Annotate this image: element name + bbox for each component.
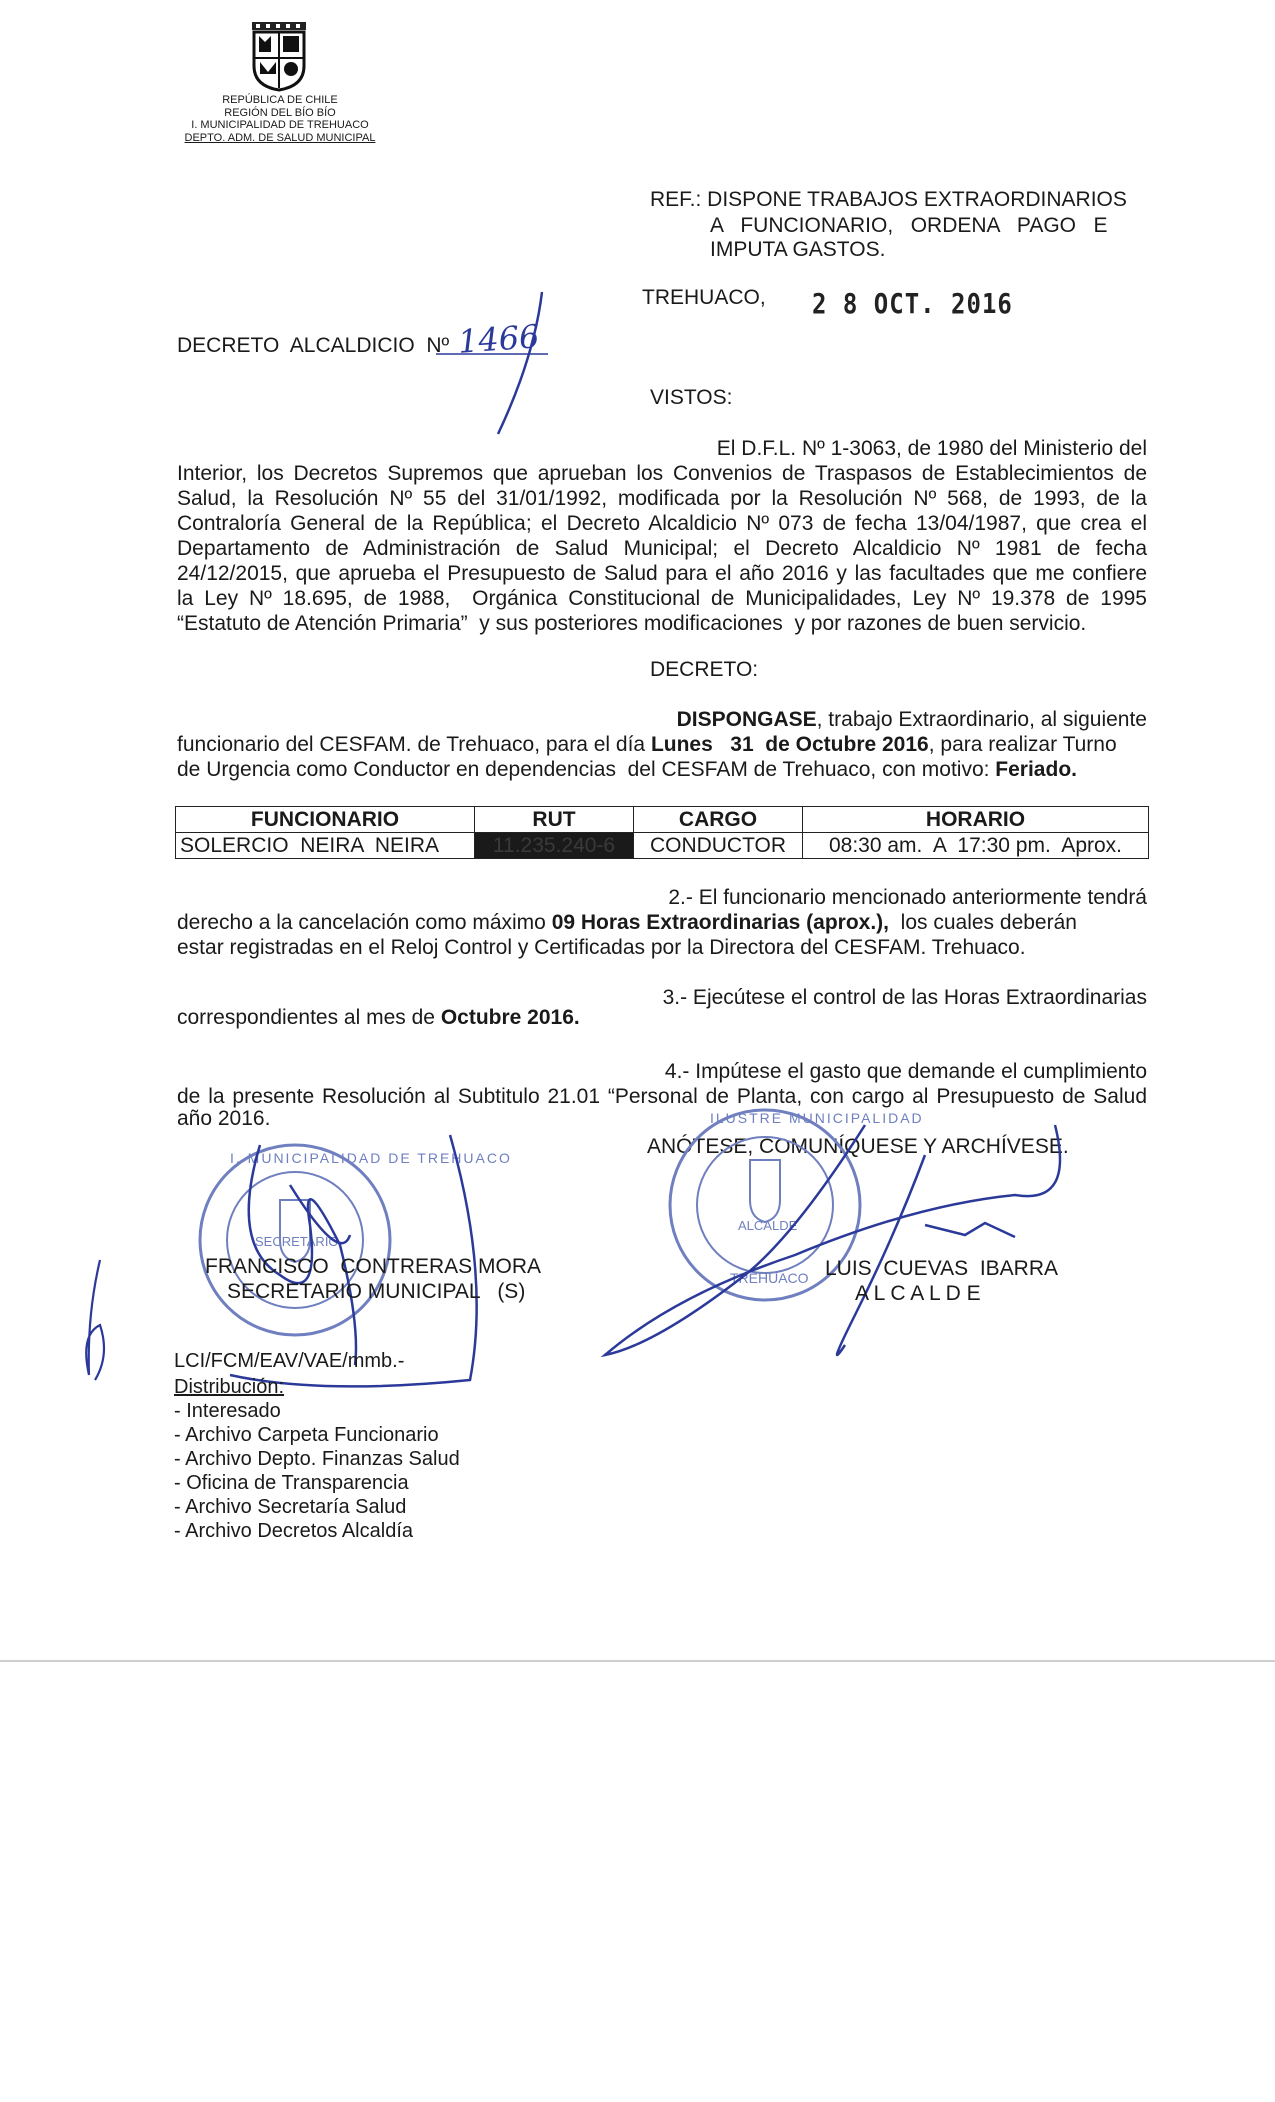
secretary-seal-inner: SECRETARIO	[255, 1234, 339, 1249]
municipal-crest-icon	[250, 22, 308, 92]
table-header: RUT	[475, 807, 634, 833]
ref-line-1: REF.: DISPONE TRABAJOS EXTRAORDINARIOS	[650, 188, 1127, 211]
paragraph-1-text: , trabajo Extraordinario, al siguiente	[816, 708, 1147, 731]
paragraph-1-line-1	[650, 707, 1147, 732]
distribution-heading: Distribución:	[174, 1376, 285, 1398]
motive-emphasis: Feriado.	[995, 758, 1077, 781]
paragraph-2-text: los cuales deberán	[889, 911, 1077, 934]
mayor-name: LUIS CUEVAS IBARRA	[825, 1257, 1059, 1280]
list-item: - Interesado	[174, 1400, 281, 1422]
paragraph-2-line-1: 2.- El funcionario mencionado anteriormente tendrá	[668, 886, 1147, 909]
table-header-row	[176, 807, 1149, 833]
table-cell-schedule: 08:30 am. A 17:30 pm. Aprox.	[803, 833, 1149, 859]
mayor-seal-text: ILUSTRE MUNICIPALIDAD	[710, 1110, 924, 1126]
secretary-name: FRANCISCO CONTRERAS MORA	[205, 1255, 542, 1278]
secretary-seal-text: I. MUNICIPALIDAD DE TREHUACO	[230, 1150, 512, 1166]
paragraph-4-line-3: año 2016.	[177, 1107, 271, 1130]
paragraph-3-text: correspondientes al mes de	[177, 1006, 441, 1029]
ref-line-2: A FUNCIONARIO, ORDENA PAGO E	[710, 214, 1108, 237]
mayor-title: A L C A L D E	[855, 1282, 981, 1305]
letterhead	[150, 94, 410, 144]
vistos-line: Contraloría General de la República; el Decreto Alcaldicio Nº 073 de fecha 13/04/1987, que crea el	[177, 512, 1147, 535]
letterhead-line: REGIÓN DEL BÍO BÍO	[224, 106, 336, 119]
paragraph-1-line-3	[177, 757, 1147, 782]
decree-label: DECRETO ALCALDICIO Nº	[177, 334, 450, 357]
date-stamp: 2 8 OCT. 2016	[812, 287, 1013, 321]
paragraph-1-text: funcionario del CESFAM. de Trehuaco, para el día	[177, 733, 651, 756]
letterhead-line: DEPTO. ADM. DE SALUD MUNICIPAL	[184, 131, 376, 144]
table-cell-name: SOLERCIO NEIRA NEIRA	[176, 833, 475, 859]
decreto-heading: DECRETO:	[650, 658, 759, 681]
vistos-heading: VISTOS:	[650, 386, 733, 409]
paragraph-4-line-1: 4.- Impútese el gasto que demande el cumplimiento	[664, 1060, 1147, 1083]
list-item: - Archivo Secretaría Salud	[174, 1496, 407, 1518]
place-label: TREHUACO,	[642, 286, 766, 309]
distribution-list	[174, 1375, 460, 1543]
table-header: HORARIO	[803, 807, 1149, 833]
mayor-seal-bottom: TREHUACO	[730, 1270, 809, 1286]
table-header: FUNCIONARIO	[176, 807, 475, 833]
blank-area-below-page	[0, 1660, 1275, 2102]
month-emphasis: Octubre 2016.	[440, 1006, 580, 1029]
reference-initials: LCI/FCM/EAV/VAE/mmb.-	[174, 1350, 405, 1372]
vistos-line: la Ley Nº 18.695, de 1988, Orgánica Constitucional de Municipalidades, Ley Nº 19.378 de 1995	[177, 587, 1147, 610]
decree-number-stroke-icon	[430, 288, 550, 438]
vistos-line: Interior, los Decretos Supremos que aprueban los Convenios de Traspasos de Establecimientos de	[177, 462, 1147, 485]
paragraph-2-line-2	[177, 910, 1147, 935]
dispongase-label: DISPONGASE	[676, 708, 817, 731]
list-item: - Archivo Depto. Finanzas Salud	[174, 1448, 460, 1470]
hours-emphasis: 09 Horas Extraordinarias (aprox.),	[551, 911, 889, 934]
vistos-line: Salud, la Resolución Nº 55 del 31/01/1992, modificada por la Resolución Nº 568, de 1993, de la	[177, 487, 1147, 510]
paragraph-4-line-2: de la presente Resolución al Subtitulo 21.01 “Personal de Planta, con cargo al Presupuesto de Salud	[177, 1085, 1147, 1108]
vistos-line: 24/12/2015, que aprueba el Presupuesto de Salud para el año 2016 y las facultades que me confiere	[177, 562, 1147, 585]
list-item: - Archivo Decretos Alcaldía	[174, 1520, 413, 1542]
mayor-signature-icon	[595, 1115, 1095, 1375]
margin-initials-icon	[75, 1255, 115, 1395]
list-item: - Oficina de Transparencia	[174, 1472, 409, 1494]
paragraph-1-line-2	[177, 732, 1147, 757]
list-item: - Archivo Carpeta Funcionario	[174, 1424, 439, 1446]
decree-number: 1466	[456, 317, 541, 361]
ref-line-3: IMPUTA GASTOS.	[710, 238, 886, 261]
vistos-line: Departamento de Administración de Salud Municipal; el Decreto Alcaldicio Nº 1981 de fecha	[177, 537, 1147, 560]
paragraph-2-text: derecho a la cancelación como máximo	[177, 911, 552, 934]
vistos-body	[177, 461, 1147, 636]
mayor-seal-inner: ALCALDE	[738, 1218, 798, 1233]
secretary-title: SECRETARIO MUNICIPAL (S)	[227, 1280, 526, 1303]
date-emphasis: Lunes 31 de Octubre 2016	[650, 733, 929, 756]
overtime-table	[175, 806, 1149, 859]
paragraph-3-line-1: 3.- Ejecútese el control de las Horas Extraordinarias	[662, 986, 1147, 1009]
table-header: CARGO	[634, 807, 803, 833]
paragraph-1-text: de Urgencia como Conductor en dependencias del CESFAM de Trehuaco, con motivo:	[177, 758, 996, 781]
letterhead-line: REPÚBLICA DE CHILE	[222, 94, 338, 106]
vistos-line: “Estatuto de Atención Primaria” y sus posteriores modificaciones y por razones de buen servicio.	[177, 612, 1087, 635]
closing-formula: ANÓTESE, COMUNÍQUESE Y ARCHÍVESE.	[647, 1135, 1069, 1158]
paragraph-2-line-3: estar registradas en el Reloj Control y Certificadas por la Directora del CESFAM. Trehuaco.	[177, 936, 1026, 959]
letterhead-line: I. MUNICIPALIDAD DE TREHUACO	[191, 119, 369, 131]
paragraph-3-line-2	[177, 1005, 580, 1030]
table-cell-rut-redacted: 11.235.240-6	[475, 833, 634, 859]
table-cell-role: CONDUCTOR	[634, 833, 803, 859]
vistos-line: El D.F.L. Nº 1-3063, de 1980 del Ministerio del	[716, 437, 1147, 460]
paragraph-1-text: , para realizar Turno	[928, 733, 1117, 756]
table-row	[176, 833, 1149, 859]
